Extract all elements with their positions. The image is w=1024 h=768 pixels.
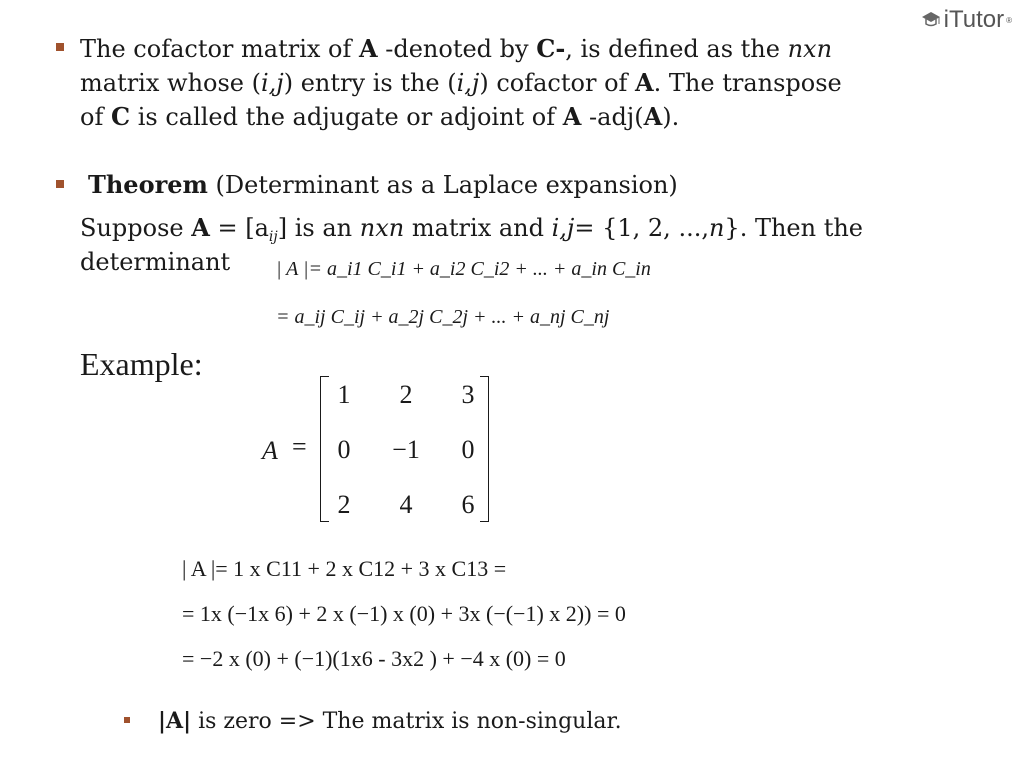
para1-line3: of C is called the adjugate or adjoint of A -adj(A). xyxy=(80,102,680,131)
itutor-logo xyxy=(920,6,1012,34)
calc-line-2: = 1x (−1x 6) + 2 x (−1) x (0) + 3x (−(−1) x 2)) = 0 xyxy=(182,601,626,626)
conclusion: |A| is zero => The matrix is non-singular. xyxy=(158,708,622,734)
matrix-cell: 6 xyxy=(461,490,475,519)
matrix-cell: 0 xyxy=(461,435,475,464)
para1-line1: The cofactor matrix of A -denoted by C-, is defined as the nxn xyxy=(80,34,833,63)
bullet-2 xyxy=(56,180,64,188)
calc-line-3: = −2 x (0) + (−1)(1x6 - 3x2 ) + −4 x (0) = 0 xyxy=(182,646,566,671)
theorem-line2: determinant xyxy=(80,248,231,276)
matrix-name: A xyxy=(262,436,278,465)
bullet-1 xyxy=(56,43,64,51)
logo-text: iTutor xyxy=(943,6,1005,33)
bullet-3 xyxy=(124,717,130,723)
matrix-cell: 3 xyxy=(461,380,475,409)
matrix-cell: 1 xyxy=(337,380,351,409)
matrix-cell: 0 xyxy=(337,435,351,464)
matrix-equals: = xyxy=(292,432,307,461)
example-label: Example: xyxy=(80,346,203,382)
graduation-cap-icon xyxy=(920,9,942,31)
theorem-line1: Suppose $A = [a_{ij}]$ is an nxn matrix and i,j= {1, 2, ...,n}. Then the xyxy=(80,213,864,245)
matrix-cell: 2 xyxy=(337,490,351,519)
calc-line-1: | A |= 1 x C11 + 2 x C12 + 3 x C13 = xyxy=(182,556,507,581)
matrix-cell: 4 xyxy=(399,490,413,519)
matrix-cell: −1 xyxy=(392,435,420,464)
laplace-formula-1: | A |= a_i1 C_i1 + a_i2 C_i2 + ... + a_in C_in xyxy=(276,258,651,280)
matrix-cell: 2 xyxy=(399,380,413,409)
theorem-heading: Theorem (Determinant as a Laplace expansion) xyxy=(88,170,678,199)
para1-line2: matrix whose (i,j) entry is the (i,j) cofactor of A. The transpose xyxy=(80,68,842,97)
laplace-formula-2: = a_ij C_ij + a_2j C_2j + ... + a_nj C_nj xyxy=(276,306,610,328)
logo-registered: ® xyxy=(1006,15,1012,25)
